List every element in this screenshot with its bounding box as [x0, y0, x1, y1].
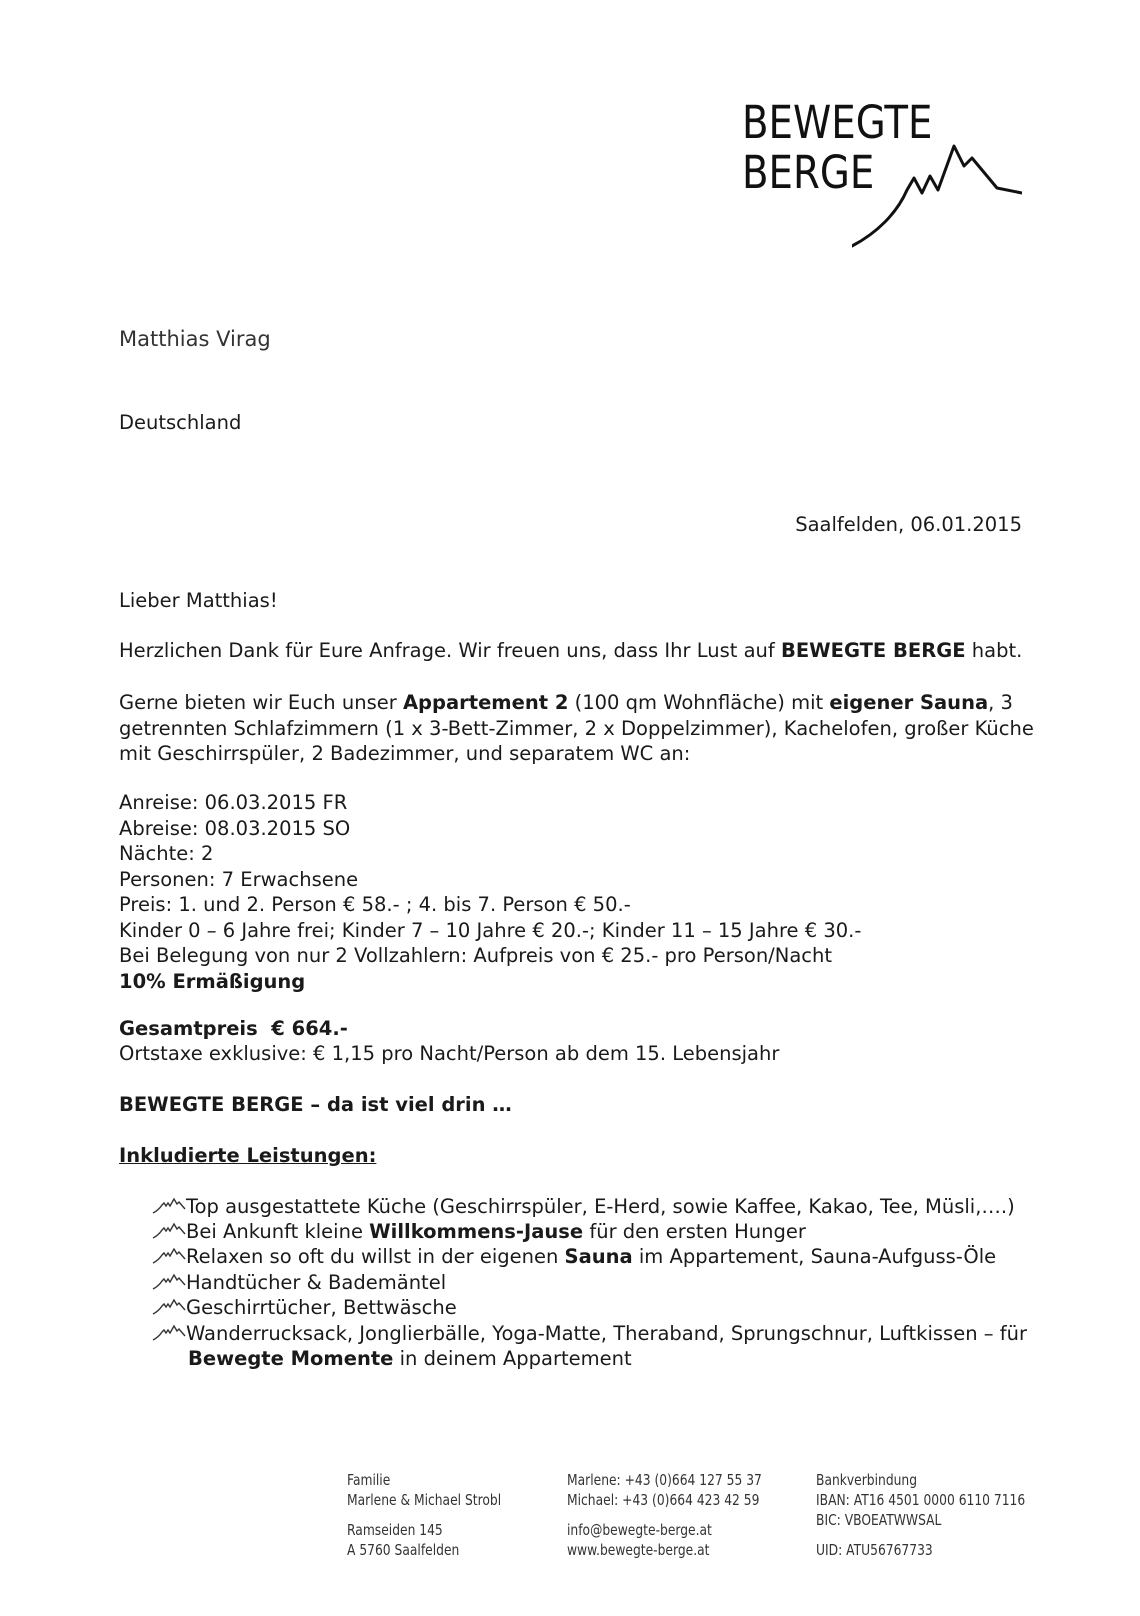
footer-contact	[567, 1470, 762, 1560]
phone-michael: Michael: +43 (0)664 423 42 59	[567, 1491, 760, 1509]
detail-price: Preis: 1. und 2. Person € 58.- ; 4. bis 7. Person € 50.-	[119, 893, 631, 916]
intro-text: Herzlichen Dank für Eure Anfrage. Wir freuen uns, dass Ihr Lust auf	[119, 639, 781, 662]
mountain-bullet-icon	[152, 1222, 186, 1240]
website-link[interactable]: www.bewegte-berge.at	[567, 1541, 710, 1559]
list-item: Bei Ankunft kleine Willkommens-Jause für den ersten Hunger	[152, 1219, 806, 1245]
mountain-bullet-icon	[152, 1298, 186, 1316]
list-item-continuation: Bewegte Momente in deinem Appartement	[188, 1347, 632, 1370]
list-item: Handtücher & Bademäntel	[152, 1270, 446, 1296]
detail-departure: Abreise: 08.03.2015 SO	[119, 816, 351, 840]
footer-bank: Bankverbindung IBAN: AT16 4501 0000 6110 7116 BIC: VBOEATWWSAL UID: ATU56767733	[816, 1471, 1026, 1559]
mountain-bullet-icon	[152, 1247, 186, 1265]
slogan: BEWEGTE BERGE – da ist viel drin …	[119, 1093, 512, 1116]
mountain-bullet-icon	[152, 1197, 186, 1215]
intro-end: habt.	[965, 639, 1023, 662]
intro-paragraph	[119, 638, 1022, 664]
detail-persons: Personen: 7 Erwachsene	[119, 867, 359, 891]
mountain-logo-icon	[852, 138, 1022, 248]
detail-arrival: Anreise: 06.03.2015 FR	[119, 791, 348, 814]
list-item: Top ausgestattete Küche (Geschirrspüler, E-Herd, sowie Kaffee, Kakao, Tee, Müsli,….)	[152, 1194, 1015, 1220]
detail-nights: Nächte: 2	[119, 842, 214, 865]
included-heading: Inkludierte Leistungen:	[119, 1144, 377, 1167]
apartment-name: Appartement 2	[402, 691, 569, 714]
logo-line-2: BERGE	[742, 146, 875, 199]
sauna-highlight: eigener Sauna	[829, 691, 989, 714]
list-item: Wanderrucksack, Jonglierbälle, Yoga-Matte, Theraband, Sprungschnur, Luftkissen – für	[152, 1321, 1027, 1347]
detail-children: Kinder 0 – 6 Jahre frei; Kinder 7 – 10 Jahre € 20.-; Kinder 11 – 15 Jahre € 30.-	[119, 918, 862, 942]
discount: 10% Ermäßigung	[119, 969, 306, 993]
total-price: Gesamtpreis € 664.-	[119, 1017, 348, 1040]
salutation: Lieber Matthias!	[119, 589, 278, 612]
mountain-bullet-icon	[152, 1324, 186, 1342]
phone-marlene: Marlene: +43 (0)664 127 55 37	[567, 1471, 762, 1489]
detail-surcharge: Bei Belegung von nur 2 Vollzahlern: Aufpreis von € 25.- pro Person/Nacht	[119, 944, 833, 967]
tax-note: Ortstaxe exklusive: € 1,15 pro Nacht/Person ab dem 15. Lebensjahr	[119, 1042, 780, 1065]
recipient-country: Deutschland	[119, 411, 242, 434]
place-date: Saalfelden, 06.01.2015	[795, 513, 1022, 536]
offer-paragraph	[119, 690, 1034, 767]
offer-line-1: Gerne bieten wir Euch unser Appartement 2 (100 qm Wohnfläche) mit eigener Sauna, 3	[119, 691, 1013, 714]
email-link[interactable]: info@bewegte-berge.at	[567, 1521, 712, 1539]
booking-details	[119, 790, 861, 994]
recipient-name: Matthias Virag	[119, 327, 271, 351]
footer-address: Familie Marlene & Michael Strobl Ramseiden 145 A 5760 Saalfelden	[347, 1471, 502, 1559]
offer-line-2: getrennten Schlafzimmern (1 x 3-Bett-Zimmer, 2 x Doppelzimmer), Kachelofen, großer Küche	[119, 716, 1034, 740]
logo-line-1: BEWEGTE	[742, 96, 933, 149]
brand-name: BEWEGTE BERGE	[780, 639, 966, 662]
mountain-bullet-icon	[152, 1273, 186, 1291]
offer-line-3: mit Geschirrspüler, 2 Badezimmer, und separatem WC an:	[119, 742, 691, 765]
list-item: Geschirrtücher, Bettwäsche	[152, 1295, 457, 1321]
list-item: Relaxen so oft du willst in der eigenen Sauna im Appartement, Sauna-Aufguss-Öle	[152, 1244, 996, 1270]
logo	[742, 98, 1022, 248]
